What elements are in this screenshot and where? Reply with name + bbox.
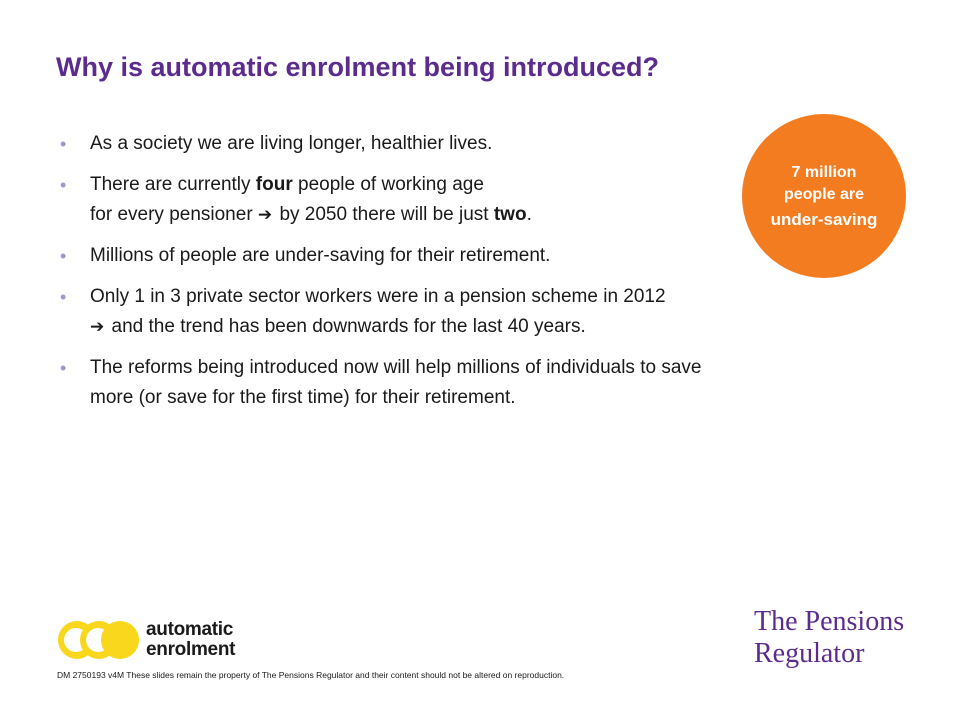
three-yellow-circles-icon [58, 621, 139, 659]
bullet-text: As a society we are living longer, healthier lives. [90, 133, 493, 154]
bullet-item [60, 241, 880, 271]
slide-title: Why is automatic enrolment being introduced? [56, 52, 660, 82]
bullet-dot: • [60, 134, 67, 154]
bullet-dot: • [60, 175, 67, 195]
callout-line: under-saving [770, 209, 878, 229]
arrow-right-icon: ➔ [257, 205, 273, 224]
bullet-text [90, 312, 880, 342]
footer-disclaimer: DM 2750193 v4M These slides remain the property of The Pensions Regulator and their content should not be altered on reproduction. [57, 670, 565, 680]
wordmark-line: enrolment [146, 639, 236, 660]
pensions-regulator-logo [754, 606, 904, 670]
bullet-dot: • [60, 246, 67, 266]
automatic-enrolment-wordmark [146, 620, 235, 660]
arrow-right-icon: ➔ [90, 317, 105, 336]
text-segment: . [526, 204, 532, 225]
logo-line: Regulator [754, 638, 865, 669]
bullet-item [60, 353, 880, 413]
bullet-item [60, 282, 880, 342]
bullet-dot: • [60, 358, 67, 378]
wordmark-line: automatic [146, 619, 234, 640]
bold-text: two [493, 204, 527, 225]
bullet-text: Only 1 in 3 private sector workers were in a pension scheme in 2012 [90, 286, 666, 307]
callout-line: 7 million [791, 163, 857, 181]
text-segment: by 2050 there will be just [274, 204, 494, 225]
bullet-text: The reforms being introduced now will help millions of individuals to save [90, 357, 702, 378]
bullet-text: more (or save for the first time) for their retirement. [90, 387, 516, 408]
bold-text: four [255, 174, 293, 195]
text-segment: for every pensioner [90, 204, 258, 225]
text-segment: There are currently [90, 174, 256, 195]
bullet-text: Millions of people are under-saving for their retirement. [90, 245, 551, 266]
text-segment: and the trend has been downwards for the last 40 years. [106, 316, 586, 337]
under-saving-callout [742, 114, 906, 278]
logo-line: The Pensions [754, 606, 905, 637]
bullet-dot: • [60, 287, 67, 307]
callout-line: people are [783, 185, 865, 203]
text-segment: people of working age [292, 174, 484, 195]
